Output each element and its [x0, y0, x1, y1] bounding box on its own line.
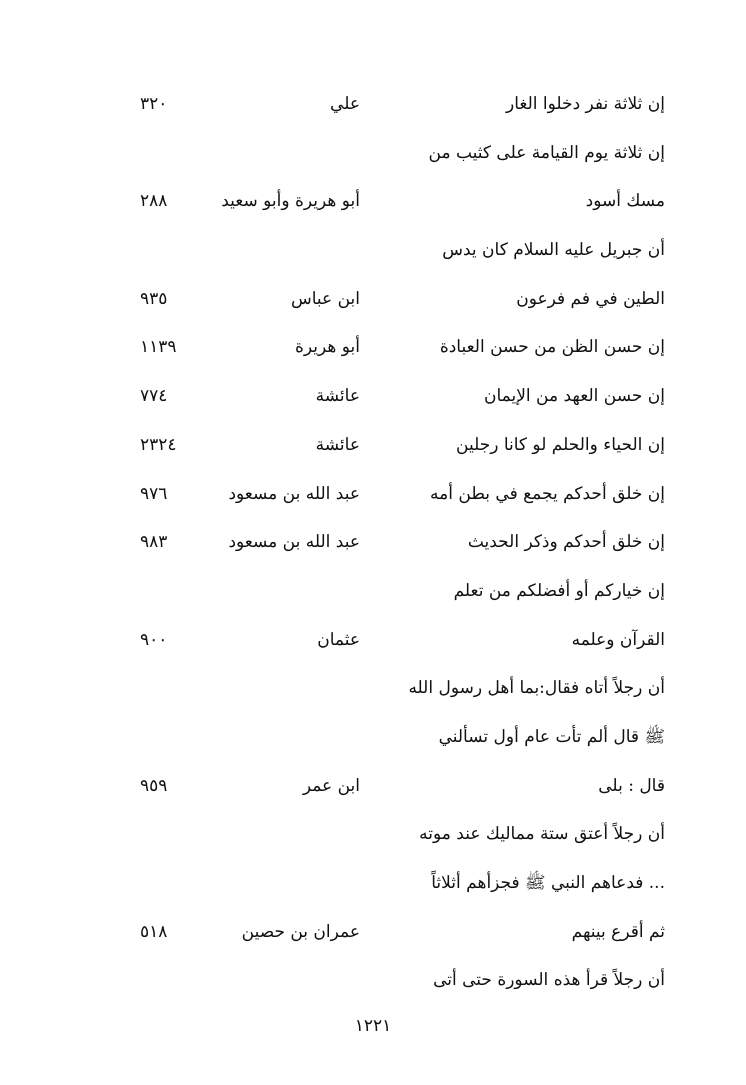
page-reference: ٢٣٢٤ [140, 434, 177, 455]
index-entry-row [140, 421, 665, 470]
narrator-name: عبد الله بن مسعود [228, 532, 360, 553]
hadith-text: إن الحياء والحلم لو كانا رجلين [456, 434, 665, 455]
index-entry-row [140, 956, 665, 1005]
hadith-text: أن رجلاً قرأ هذه السورة حتى أتى [433, 970, 665, 991]
page-reference: ٢٨٨ [140, 191, 168, 212]
index-entry-row [140, 177, 665, 226]
index-entry-row [140, 323, 665, 372]
index-entry-row [140, 567, 665, 616]
index-entry-row [140, 908, 665, 957]
page-reference: ١١٣٩ [140, 337, 177, 358]
index-entry-row [140, 226, 665, 275]
hadith-text: ... فدعاهم النبي ﷺ فجزأهم أثلاثاً [431, 873, 665, 893]
hadith-text: أن رجلاً أعتق ستة مماليك عند موته [419, 824, 665, 845]
hadith-text: إن خياركم أو أفضلكم من تعلم [453, 580, 665, 601]
page-reference: ٩٧٦ [140, 483, 168, 504]
hadith-text: القرآن وعلمه [571, 629, 665, 650]
narrator-name: عمران بن حصين [241, 921, 360, 942]
hadith-text: ﷺ قال ألم تأت عام أول تسألني [438, 726, 665, 747]
index-entry-row [140, 80, 665, 129]
hadith-text: إن خلق أحدكم يجمع في بطن أمه [430, 483, 665, 504]
index-entry-row [140, 518, 665, 567]
narrator-name: أبو هريرة [294, 337, 360, 358]
hadith-text: أن رجلاً أتاه فقال:بما أهل رسول الله [408, 678, 665, 699]
narrator-name: ابن عباس [290, 288, 360, 309]
hadith-text: إن حسن العهد من الإيمان [484, 386, 665, 407]
hadith-text: أن جبريل عليه السلام كان يدس [442, 240, 665, 261]
hadith-text: إن خلق أحدكم وذكر الحديث [467, 532, 665, 553]
narrator-name: عبد الله بن مسعود [228, 483, 360, 504]
narrator-name: أبو هريرة وأبو سعيد [221, 191, 360, 212]
index-entry-row [140, 810, 665, 859]
page-reference: ٩٣٥ [140, 288, 168, 309]
hadith-index-list [140, 80, 665, 1005]
hadith-text: إن ثلاثة يوم القيامة على كثيب من [428, 142, 665, 163]
hadith-text: الطين في فم فرعون [516, 288, 665, 309]
index-entry-row [140, 129, 665, 178]
index-entry-row [140, 616, 665, 665]
page-number: ١٢٢١ [354, 1016, 392, 1036]
page-reference: ٩٨٣ [140, 532, 168, 553]
narrator-name: ابن عمر [302, 775, 360, 796]
narrator-name: علي [330, 94, 360, 114]
index-entry-row [140, 664, 665, 713]
narrator-name: عائشة [315, 386, 360, 407]
index-entry-row [140, 713, 665, 762]
page-reference: ٧٧٤ [140, 386, 168, 407]
page-reference: ٣٢٠ [140, 94, 168, 114]
index-entry-row [140, 275, 665, 324]
index-entry-row [140, 859, 665, 908]
hadith-text: ثم أقرع بينهم [571, 921, 665, 942]
narrator-name: عثمان [317, 629, 360, 650]
page-reference: ٩٠٠ [140, 629, 168, 650]
page-reference: ٥١٨ [140, 921, 168, 942]
index-entry-row [140, 470, 665, 519]
hadith-text: إن حسن الظن من حسن العبادة [439, 337, 665, 358]
hadith-text: قال : بلى [598, 775, 665, 796]
hadith-text: مسك أسود [585, 191, 665, 212]
narrator-name: عائشة [315, 434, 360, 455]
hadith-text: إن ثلاثة نفر دخلوا الغار [506, 94, 665, 114]
index-entry-row [140, 372, 665, 421]
page-reference: ٩٥٩ [140, 775, 168, 796]
index-entry-row [140, 762, 665, 811]
